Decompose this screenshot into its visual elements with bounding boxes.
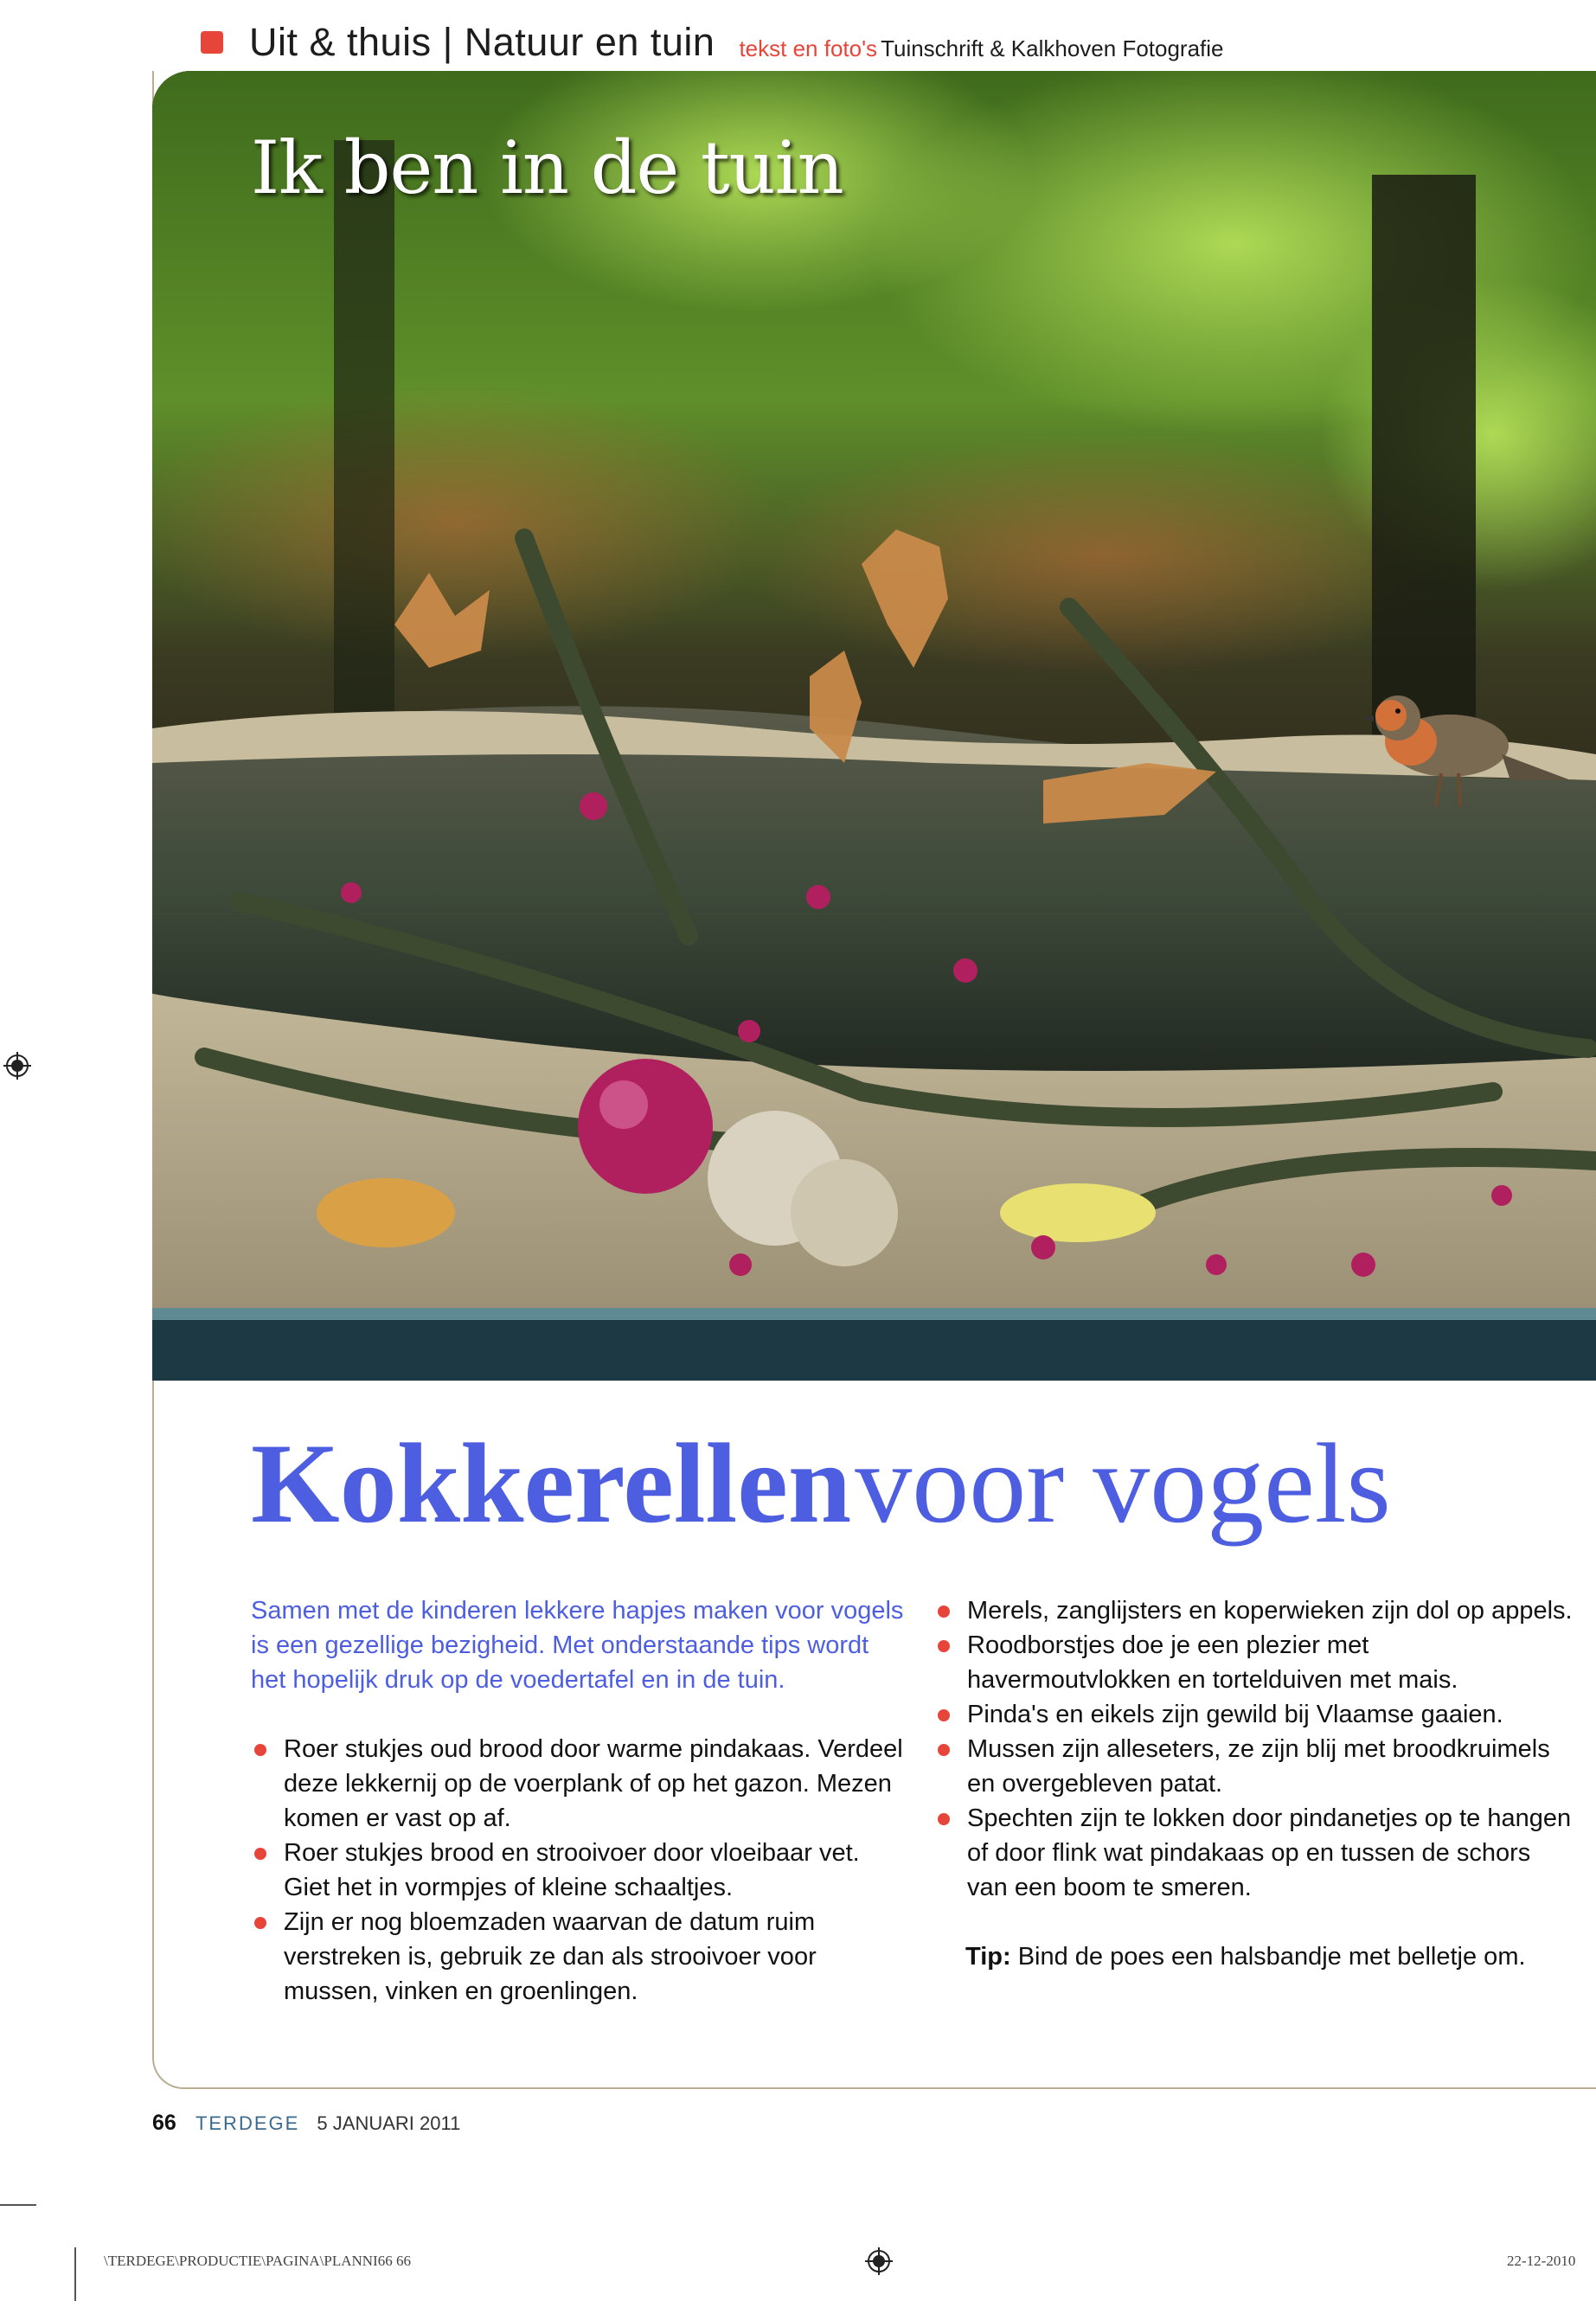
credit-name: Tuinschrift & Kalkhoven Fotografie <box>881 35 1224 61</box>
registration-mark-icon <box>865 2247 893 2275</box>
left-column <box>251 1593 908 2009</box>
credit-label: tekst en foto's <box>739 35 878 61</box>
list-item: Roer stukjes brood en strooivoer door vloeibaar vet. Giet het in vormpjes of kleine schaaltjes. <box>251 1836 908 1905</box>
registration-mark-icon <box>3 1052 31 1080</box>
trim-mark <box>74 2247 76 2301</box>
section-title: Uit & thuis | Natuur en tuin <box>249 20 715 64</box>
section-bullet-icon <box>201 31 223 54</box>
list-item: Mussen zijn alleseters, ze zijn blij met broodkruimels en overgebleven patat. <box>934 1732 1574 1801</box>
page-footer <box>152 2111 460 2136</box>
garden-photo-illustration <box>152 71 1596 1381</box>
intro-paragraph: Samen met de kinderen lekkere hapjes maken voor vogels is een gezellige bezigheid. Met onderstaande tips wordt het hopelijk druk op de voedertafel en in de tuin. <box>251 1597 904 1694</box>
headline-light: voor vogels <box>855 1420 1391 1547</box>
issue-date: 5 JANUARI 2011 <box>317 2112 461 2134</box>
list-item: Pinda's en eikels zijn gewild bij Vlaamse gaaien. <box>934 1697 1574 1732</box>
trim-mark <box>0 2204 36 2206</box>
tip-box <box>934 1939 1574 1974</box>
list-item: Merels, zanglijsters en koperwieken zijn dol op appels. <box>934 1593 1574 1628</box>
right-column <box>934 1593 1574 1974</box>
section-header <box>201 12 1224 73</box>
tip-label: Tip: <box>965 1943 1011 1971</box>
photo-title: Ik ben in de tuin <box>251 125 843 210</box>
slug-date: 22-12-2010 <box>1507 2253 1576 2269</box>
headline-bold: Kokkerellen <box>251 1420 852 1547</box>
list-item: Roer stukjes oud brood door warme pindakaas. Verdeel deze lekkernij op de voerplank of op het gazon. Mezen komen er vast op af. <box>251 1732 908 1836</box>
slug-path: \TERDEGE\PRODUCTIE\PAGINA\PLANNI66 66 <box>104 2253 411 2269</box>
magazine-name: TERDEGE <box>195 2112 300 2134</box>
list-item: Zijn er nog bloemzaden waarvan de datum ruim verstreken is, gebruik ze dan als strooivoer voor mussen, vinken en groenlingen. <box>251 1905 908 2009</box>
tip-text: Bind de poes een halsbandje met belletje om. <box>1017 1943 1526 1971</box>
hero-photo <box>152 71 1596 1381</box>
article-headline <box>251 1417 1391 1549</box>
tips-list-left <box>251 1732 908 2009</box>
tips-list-right <box>934 1593 1574 1905</box>
page-number: 66 <box>152 2111 176 2135</box>
list-item: Spechten zijn te lokken door pindanetjes op te hangen of door flink wat pindakaas op en tussen de schors van een boom te smeren. <box>934 1801 1574 1905</box>
list-item: Roodborstjes doe je een plezier met havermoutvlokken en tortelduiven met mais. <box>934 1628 1574 1697</box>
